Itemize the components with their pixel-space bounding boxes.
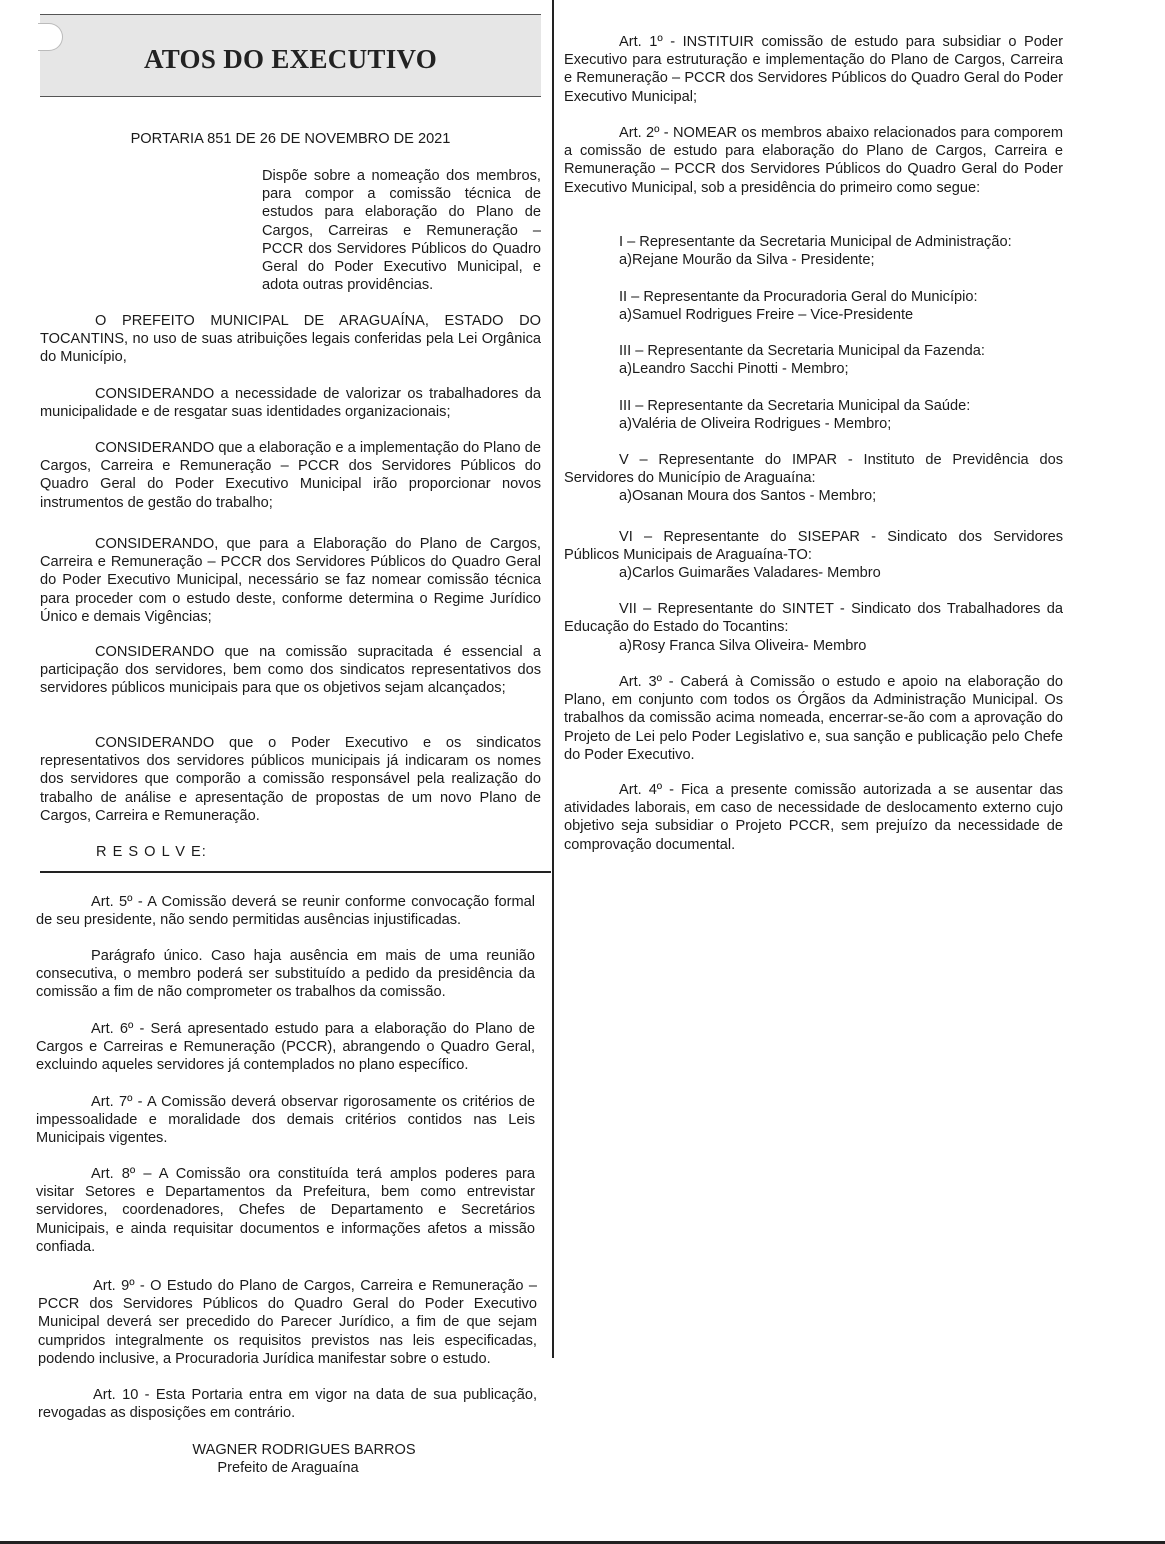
member-rep: I – Representante da Secretaria Municipal de Administração: bbox=[619, 234, 1012, 250]
considerando-3: CONSIDERANDO, que para a Elaboração do Plano de Cargos, Carreira e Remuneração – PCCR dos Servidores Públicos do Quadro Geral do Poder Executivo Municipal, necessário se faz nomear comissão técnica para proceder com o estudo deste, conforme determina o Regime Jurídico Único e demais Vigências; bbox=[40, 536, 541, 625]
preamble: O PREFEITO MUNICIPAL DE ARAGUAÍNA, ESTADO DO TOCANTINS, no uso de suas atribuições legais conferidas pela Lei Orgânica do Município, bbox=[40, 313, 541, 366]
member-name: a)Rosy Franca Silva Oliveira- Membro bbox=[619, 638, 867, 654]
portaria-title: PORTARIA 851 DE 26 DE NOVEMBRO DE 2021 bbox=[130, 131, 451, 147]
paragrafo-unico: Parágrafo único. Caso haja ausência em mais de uma reunião consecutiva, o membro poderá ser substituído a pedido da presidência da comissão a fim de não comprometer os trabalhos da comissão. bbox=[36, 948, 535, 1001]
member-rep: III – Representante da Secretaria Municipal da Saúde: bbox=[619, 398, 971, 414]
article-5: Art. 5º - A Comissão deverá se reunir conforme convocação formal de seu presidente, não sendo permitidas ausências injustificadas. bbox=[36, 894, 535, 929]
article-6: Art. 6º - Será apresentado estudo para a elaboração do Plano de Cargos e Carreiras e Remuneração (PCCR), abrangendo o Quadro Geral, excluindo aqueles servidores já contemplados no plano específico. bbox=[36, 1021, 535, 1074]
article-7: Art. 7º - A Comissão deverá observar rigorosamente os critérios de impessoalidade e moralidade dos demais critérios contidos nas Leis Municipais vigentes. bbox=[36, 1094, 535, 1147]
ementa: Dispõe sobre a nomeação dos membros, para compor a comissão técnica de estudos para elaboração do Plano de Cargos, Carreiras e Remuneração – PCCR dos Servidores Públicos do Quadro Geral do Poder Executivo Municipal, e adota outras providências. bbox=[262, 168, 541, 294]
article-2: Art. 2º - NOMEAR os membros abaixo relacionados para comporem a comissão de estudo para elaboração do Plano de Cargos, Carreira e Remuneração – PCCR dos Servidores Públicos do Quadro Geral do Poder Executivo Municipal, sob a presidência do primeiro como segue: bbox=[564, 125, 1063, 196]
member-name: a)Samuel Rodrigues Freire – Vice-Presidente bbox=[619, 307, 914, 323]
section-header bbox=[40, 14, 541, 97]
considerando-5: CONSIDERANDO que o Poder Executivo e os sindicatos representativos dos servidores públicos municipais já indicaram os nomes dos servidores que comporão a comissão responsável pela realização do trabalho de análise e apresentação de propostas de um novo Plano de Cargos, Carreira e Remuneração. bbox=[40, 735, 541, 824]
member-rep: III – Representante da Secretaria Municipal da Fazenda: bbox=[619, 343, 985, 359]
section-title: ATOS DO EXECUTIVO bbox=[143, 44, 438, 74]
column-divider bbox=[552, 0, 554, 1358]
considerando-4: CONSIDERANDO que na comissão supracitada é essencial a participação dos servidores, bem como dos sindicatos representativos dos servidores públicos municipais para que os objetivos sejam alcançados; bbox=[40, 644, 541, 697]
member-name: a)Osanan Moura dos Santos - Membro; bbox=[619, 488, 877, 504]
section-divider bbox=[40, 871, 551, 873]
article-4: Art. 4º - Fica a presente comissão autorizada a se ausentar das atividades laborais, em caso de necessidade de deslocamento externo cujo objetivo seja subsidiar o Projeto PCCR, sem prejuízo da necessidade de comprovação documental. bbox=[564, 782, 1063, 853]
member-rep: VII – Representante do SINTET - Sindicato dos Trabalhadores da Educação do Estado do Tocantins: bbox=[564, 601, 1063, 636]
member-name: a)Valéria de Oliveira Rodrigues - Membro; bbox=[619, 416, 892, 432]
member-rep: VI – Representante do SISEPAR - Sindicato dos Servidores Públicos Municipais de Araguaína-TO: bbox=[564, 529, 1063, 564]
article-8: Art. 8º – A Comissão ora constituída terá amplos poderes para visitar Setores e Departamentos da Prefeitura, bem como entrevistar servidores, coordenadores, Chefes de Departamento e Secretários Municipais, e ainda requisitar documentos e informações afetos a missão confiada. bbox=[36, 1166, 535, 1255]
member-rep: V – Representante do IMPAR - Instituto de Previdência dos Servidores do Município de Araguaína: bbox=[564, 452, 1063, 487]
article-1: Art. 1º - INSTITUIR comissão de estudo para subsidiar o Poder Executivo para estruturação e implementação do Plano de Cargos, Carreira e Remuneração – PCCR dos Servidores Públicos do Quadro Geral do Poder Executivo Municipal; bbox=[564, 34, 1063, 105]
member-name: a)Leandro Sacchi Pinotti - Membro; bbox=[619, 361, 849, 377]
resolve-heading: R E S O L V E: bbox=[96, 844, 207, 860]
considerando-2: CONSIDERANDO que a elaboração e a implementação do Plano de Cargos, Carreira e Remuneração – PCCR dos Servidores Públicos do Quadro Geral do Poder Executivo Municipal irão proporcionar novos instrumentos de gestão do trabalho; bbox=[40, 440, 541, 511]
member-rep: II – Representante da Procuradoria Geral do Município: bbox=[619, 289, 978, 305]
article-3: Art. 3º - Caberá à Comissão o estudo e apoio na elaboração do Plano, em conjunto com todos os Órgãos da Administração Municipal. Os trabalhos da comissão acima nomeada, encerrar-se-ão com a aprovação do Projeto de Lei pelo Poder Legislativo e, sua sanção e publicação pelo Chefe do Poder Executivo. bbox=[564, 674, 1063, 763]
article-9: Art. 9º - O Estudo do Plano de Cargos, Carreira e Remuneração – PCCR dos Servidores Públicos do Quadro Geral do Poder Executivo Municipal deverá ser precedido do Parecer Jurídico, a fim de que sejam cumpridos integralmente os requisitos previstos nas leis especificadas, podendo inclusive, a Procuradoria Jurídica manifestar sobre o estudo. bbox=[38, 1278, 537, 1367]
considerando-1: CONSIDERANDO a necessidade de valorizar os trabalhadores da municipalidade e de resgatar suas identidades organizacionais; bbox=[40, 386, 541, 421]
signatory-title: Prefeito de Araguaína bbox=[217, 1460, 359, 1476]
member-name: a)Rejane Mourão da Silva - Presidente; bbox=[619, 252, 875, 268]
article-10: Art. 10 - Esta Portaria entra em vigor na data de sua publicação, revogadas as disposições em contrário. bbox=[38, 1387, 537, 1422]
signatory-name: WAGNER RODRIGUES BARROS bbox=[192, 1442, 416, 1458]
member-name: a)Carlos Guimarães Valadares- Membro bbox=[619, 565, 881, 581]
